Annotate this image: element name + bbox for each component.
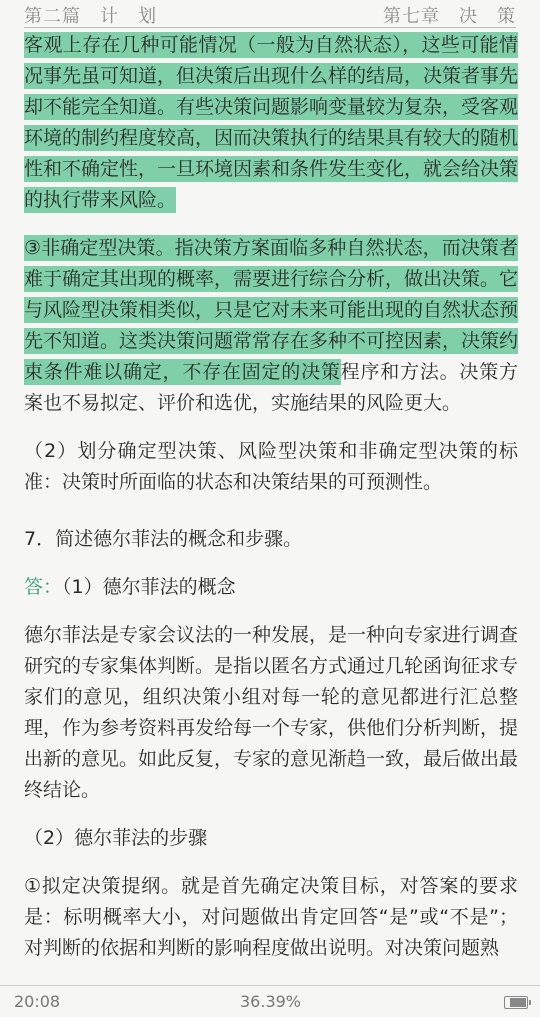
paragraph-risk-decision — [24, 30, 518, 216]
chapter-title: 第七章 决 策 — [383, 6, 516, 27]
answer-label: 答： — [24, 576, 63, 598]
battery-icon — [504, 996, 528, 1009]
uncertain-decision-rest: 程序和方法。决策方案也不易拟定、评价和选优，实施结果的风险更大。 — [24, 361, 518, 414]
highlight-risk-decision[interactable]: 客观上存在几种可能情况（一般为自然状态），这些可能情况事先虽可知道，但决策后出现什么样的结局，决策者事先却不能完全知道。有些决策问题影响变量较为复杂，受客观环境的制约程度较高，因而决策执行的结果具有较大的随机性和不确定性，一旦环境因素和条件发生变化，就会给决策的执行带来风险。 — [24, 34, 518, 211]
footer-divider — [0, 985, 540, 986]
paragraph-classification-standard: （2）划分确定型决策、风险型决策和非确定型决策的标准：决策时所面临的状态和决策结果的可预测性。 — [24, 440, 518, 493]
battery-level — [510, 998, 526, 1007]
paragraph-delphi-step-1: ①拟定决策提纲。就是首先确定决策目标，对答案的要求是：标明概率大小，对问题做出肯定回答“是”或“不是”；对判断的依据和判断的影响程度做出说明。对决策问题熟 — [24, 875, 518, 959]
clock-time: 20:08 — [14, 992, 61, 1011]
reading-progress: 36.39% — [240, 992, 302, 1011]
part-title: 第二篇 计 划 — [24, 6, 157, 27]
paragraph-delphi-steps-heading: （2）德尔菲法的步骤 — [24, 827, 208, 849]
question-7: 7．简述德尔菲法的概念和步骤。 — [24, 528, 303, 550]
header-divider — [24, 27, 516, 28]
paragraph-uncertain-decision — [24, 233, 518, 419]
answer-subheading: （1）德尔菲法的概念 — [62, 576, 236, 598]
answer-heading — [24, 572, 518, 603]
reading-content[interactable] — [24, 30, 518, 978]
page-header — [0, 0, 540, 28]
status-footer — [0, 985, 540, 1017]
paragraph-delphi-concept: 德尔菲法是专家会议法的一种发展，是一种向专家进行调查研究的专家集体判断。是指以匿名方式通过几轮函询征求专家们的意见，组织决策小组对每一轮的意见都进行汇总整理，作为参考资料再发给每一个专家，供他们分析判断，提出新的意见。如此反复，专家的意见渐趋一致，最后做出最终结论。 — [24, 624, 518, 801]
highlight-uncertain-decision[interactable]: ③非确定型决策。指决策方案面临多种自然状态，而决策者难于确定其出现的概率，需要进行综合分析，做出决策。它与风险型决策相类似，只是它对未来可能出现的自然状态预先不知道。这类决策问题常常存在多种不可控因素，决策约束条件难以确定，不存在固定的决策 — [24, 237, 518, 383]
